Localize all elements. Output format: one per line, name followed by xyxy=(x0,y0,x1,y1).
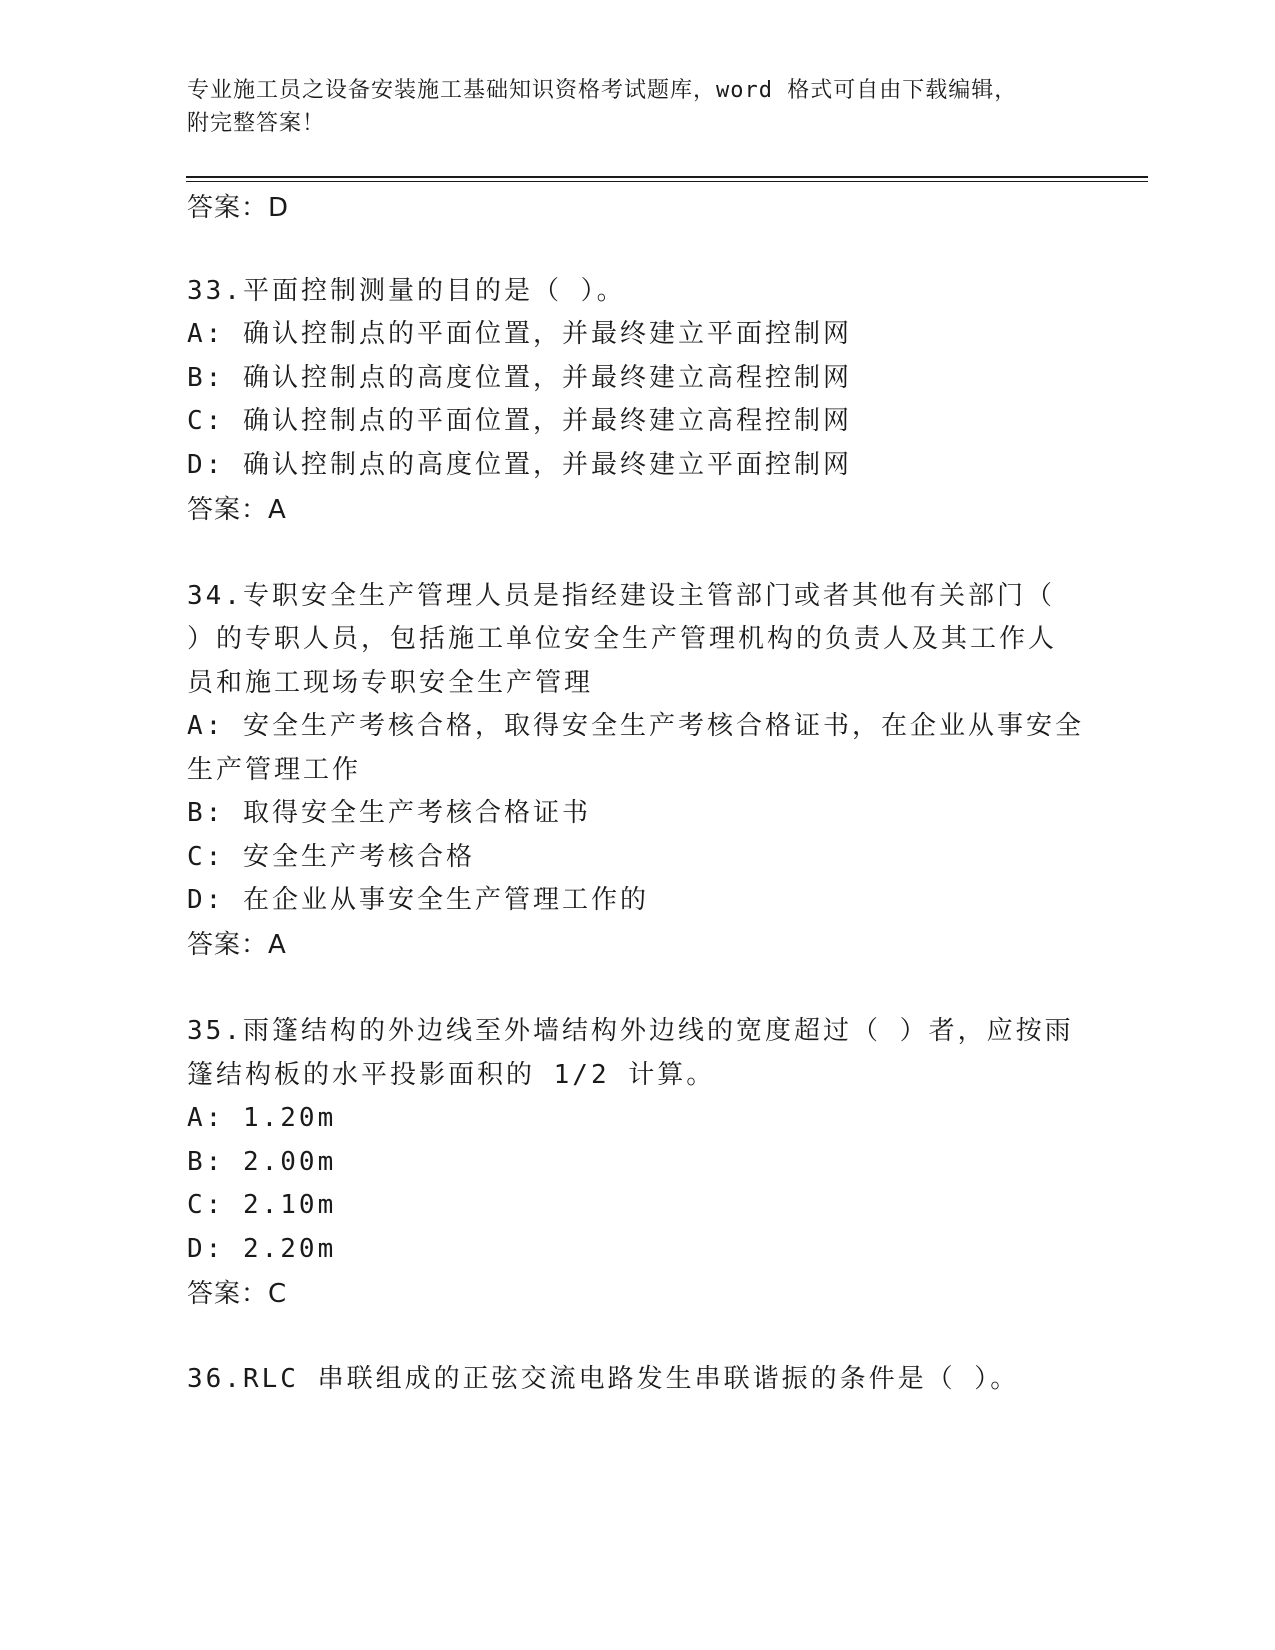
question-33-option-b: B: 确认控制点的高度位置，并最终建立高程控制网 xyxy=(187,363,852,393)
question-34-answer: 答案：A xyxy=(187,930,287,960)
question-34-stem-line-1: 34.专职安全生产管理人员是指经建设主管部门或者其他有关部门（ xyxy=(187,581,1055,611)
question-33-answer: 答案：A xyxy=(187,495,287,525)
question-33-option-c: C: 确认控制点的平面位置，并最终建立高程控制网 xyxy=(187,406,852,436)
question-33-option-a: A: 确认控制点的平面位置，并最终建立平面控制网 xyxy=(187,319,852,349)
question-34-option-a-line-2: 生产管理工作 xyxy=(187,755,362,785)
question-34-stem-line-2: ）的专职人员，包括施工单位安全生产管理机构的负责人及其工作人 xyxy=(187,624,1058,654)
question-33-option-d: D: 确认控制点的高度位置，并最终建立平面控制网 xyxy=(187,450,852,480)
previous-answer: 答案：D xyxy=(187,193,290,223)
question-34-option-a-line-1: A: 安全生产考核合格，取得安全生产考核合格证书，在企业从事安全 xyxy=(187,711,1084,741)
document-header xyxy=(187,74,1067,140)
question-35-stem-line-1: 35.雨篷结构的外边线至外墙结构外边线的宽度超过（ ）者，应按雨 xyxy=(187,1016,1074,1046)
question-34-stem-line-3: 员和施工现场专职安全生产管理 xyxy=(187,668,594,698)
question-35-stem-line-2: 篷结构板的水平投影面积的 1/2 计算。 xyxy=(187,1060,716,1090)
question-34-option-b: B: 取得安全生产考核合格证书 xyxy=(187,798,591,828)
question-35-answer: 答案：C xyxy=(187,1279,288,1309)
header-divider-thin xyxy=(186,181,1148,182)
question-34-option-d: D: 在企业从事安全生产管理工作的 xyxy=(187,885,649,915)
question-35-option-d: D: 2.20m xyxy=(187,1234,337,1264)
question-34-option-c: C: 安全生产考核合格 xyxy=(187,842,475,872)
header-line-1: 专业施工员之设备安装施工基础知识资格考试题库，word 格式可自由下载编辑， xyxy=(187,78,1018,103)
question-35-option-a: A: 1.20m xyxy=(187,1103,337,1133)
question-35-option-b: B: 2.00m xyxy=(187,1147,337,1177)
question-36-stem: 36.RLC 串联组成的正弦交流电路发生串联谐振的条件是（ ）。 xyxy=(187,1364,1020,1394)
question-33-stem: 33.平面控制测量的目的是（ ）。 xyxy=(187,276,626,306)
question-35-option-c: C: 2.10m xyxy=(187,1190,337,1220)
header-line-2: 附完整答案！ xyxy=(187,111,326,136)
header-divider-thick xyxy=(186,176,1148,178)
